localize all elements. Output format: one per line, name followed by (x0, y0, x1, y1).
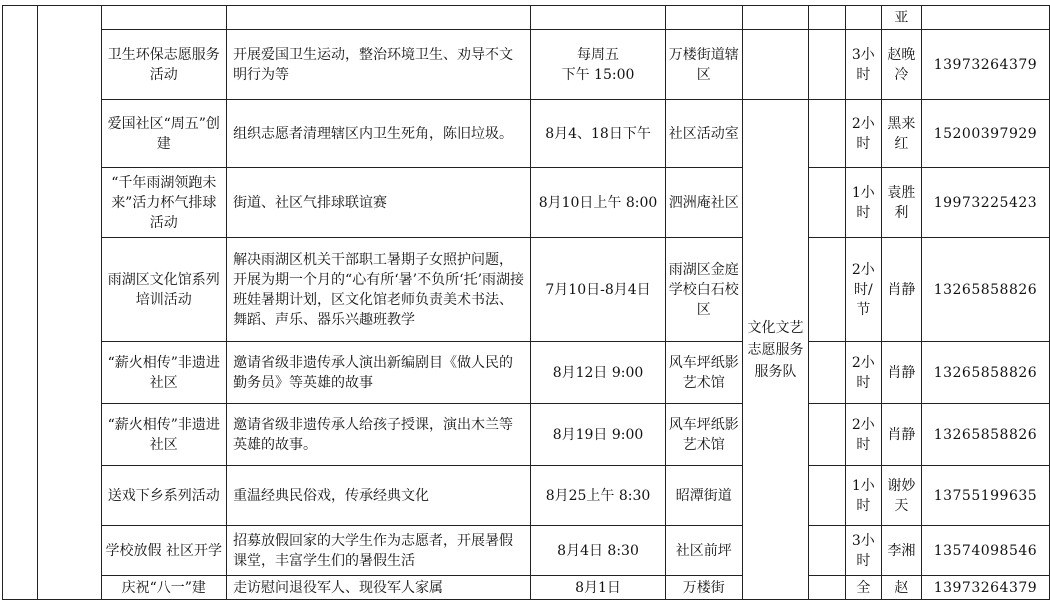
duration-cell: 2小时 (845, 100, 881, 168)
phone-number-cell: 13574098546 (921, 526, 1049, 576)
table-row (3, 6, 1050, 30)
activity-place-cell: 万楼街 (665, 576, 742, 600)
duration-cell: 2小时 (845, 342, 881, 404)
activity-content-cell: 招募放假回家的大学生作为志愿者，开展暑假课堂，丰富学生们的暑假生活 (227, 526, 531, 576)
activity-content-cell: 邀请省级非遗传承人演出新编剧目《做人民的勤务员》等英雄的故事 (227, 342, 531, 404)
blank-narrow-cell (809, 168, 845, 238)
table-row (3, 238, 1050, 342)
activity-name-cell: “薪火相传”非遗进社区 (101, 342, 227, 404)
activity-time-cell: 8月25上午 8:30 (531, 466, 665, 526)
table-row (3, 30, 1050, 100)
activity-content-cell: 重温经典民俗戏，传承经典文化 (227, 466, 531, 526)
activity-name-cell: “千年雨湖领跑未来”活力杯气排球活动 (101, 168, 227, 238)
phone-number-cell (921, 6, 1049, 30)
activity-time-cell: 8月1日 (531, 576, 665, 600)
phone-number-cell: 13265858826 (921, 342, 1049, 404)
contact-person-cell: 肖静 (881, 404, 921, 466)
contact-person-cell: 袁胜利 (881, 168, 921, 238)
contact-person-cell: 肖静 (881, 238, 921, 342)
blank-narrow-cell (809, 576, 845, 600)
activity-place-cell: 雨湖区金庭学校白石校区 (665, 238, 742, 342)
activity-name-cell (101, 6, 227, 30)
phone-number-cell: 19973225423 (921, 168, 1049, 238)
activity-place-cell: 风车坪纸影艺术馆 (665, 342, 742, 404)
blank-column-a (3, 6, 38, 600)
table-row (3, 466, 1050, 526)
phone-number-cell: 15200397929 (921, 100, 1049, 168)
blank-column-b (37, 6, 101, 600)
duration-cell: 全 (845, 576, 881, 600)
blank-narrow-cell (809, 342, 845, 404)
activity-time-cell: 8月19日 9:00 (531, 404, 665, 466)
activity-time-cell: 8月12日 9:00 (531, 342, 665, 404)
activity-name-cell: “薪火相传”非遗进社区 (101, 404, 227, 466)
blank-narrow-cell (809, 466, 845, 526)
table-row (3, 100, 1050, 168)
activity-place-cell: 万楼街道辖区 (665, 30, 742, 100)
team-cell-top (742, 6, 809, 30)
activity-content-cell: 解决雨湖区机关干部职工暑期子女照护问题，开展为期一个月的“心有所‘暑’不负所‘托’雨湖接班娃暑期计划，区文化馆老师负责美术书法、舞蹈、声乐、器乐兴趣班教学 (227, 238, 531, 342)
duration-cell: 1小时 (845, 466, 881, 526)
team-cell-prev (742, 30, 809, 100)
contact-person-cell: 李湘 (881, 526, 921, 576)
contact-person-cell: 肖静 (881, 342, 921, 404)
activity-place-cell: 社区活动室 (665, 100, 742, 168)
phone-number-cell: 13973264379 (921, 576, 1049, 600)
activity-content-cell: 走访慰问退役军人、现役军人家属 (227, 576, 531, 600)
contact-person-cell: 黑来红 (881, 100, 921, 168)
contact-person-cell: 赵晚冷 (881, 30, 921, 100)
activity-content-cell: 街道、社区气排球联谊赛 (227, 168, 531, 238)
activity-place-cell: 昭潭街道 (665, 466, 742, 526)
blank-narrow-cell (809, 6, 845, 30)
table-row (3, 342, 1050, 404)
activity-place-cell: 社区前坪 (665, 526, 742, 576)
activity-place-cell: 风车坪纸影艺术馆 (665, 404, 742, 466)
contact-person-cell: 亚 (881, 6, 921, 30)
phone-number-cell: 13973264379 (921, 30, 1049, 100)
blank-narrow-cell (809, 404, 845, 466)
activity-name-cell: 卫生环保志愿服务活动 (101, 30, 227, 100)
table-row (3, 404, 1050, 466)
activity-content-cell: 开展爱国卫生运动，整治环境卫生、劝导不文明行为等 (227, 30, 531, 100)
activity-name-cell: 庆祝“八一”建 (101, 576, 227, 600)
contact-person-cell: 赵 (881, 576, 921, 600)
activity-time-cell (531, 6, 665, 30)
duration-cell (845, 6, 881, 30)
contact-person-cell: 谢妙天 (881, 466, 921, 526)
table-row (3, 526, 1050, 576)
activity-time-cell: 8月10日上午 8:00 (531, 168, 665, 238)
activity-place-cell: 泗洲庵社区 (665, 168, 742, 238)
activity-name-cell: 学校放假 社区开学 (101, 526, 227, 576)
activity-name-cell: 送戏下乡系列活动 (101, 466, 227, 526)
activity-time-cell: 每周五 下午 15:00 (531, 30, 665, 100)
duration-cell: 1小时 (845, 168, 881, 238)
phone-number-cell: 13755199635 (921, 466, 1049, 526)
service-team-cell: 文化文艺志愿服务服务队 (742, 100, 809, 600)
blank-narrow-cell (809, 238, 845, 342)
duration-cell: 3小时 (845, 30, 881, 100)
duration-cell: 2小时/节 (845, 238, 881, 342)
blank-narrow-cell (809, 30, 845, 100)
duration-cell: 2小时 (845, 404, 881, 466)
activity-time-cell: 8月4日 8:30 (531, 526, 665, 576)
table-body (3, 6, 1050, 600)
activity-name-cell: 雨湖区文化馆系列培训活动 (101, 238, 227, 342)
activity-content-cell: 邀请省级非遗传承人给孩子授课，演出木兰等英雄的故事。 (227, 404, 531, 466)
duration-cell: 3小时 (845, 526, 881, 576)
blank-narrow-cell (809, 526, 845, 576)
phone-number-cell: 13265858826 (921, 238, 1049, 342)
activity-time-cell: 8月4、18日下午 (531, 100, 665, 168)
activity-content-cell (227, 6, 531, 30)
activity-name-cell: 爱国社区“周五”创建 (101, 100, 227, 168)
activity-content-cell: 组织志愿者清理辖区内卫生死角，陈旧垃圾。 (227, 100, 531, 168)
table-row (3, 576, 1050, 600)
table-row (3, 168, 1050, 238)
blank-narrow-cell (809, 100, 845, 168)
volunteer-activity-table (2, 5, 1050, 600)
phone-number-cell: 13265858826 (921, 404, 1049, 466)
activity-time-cell: 7月10日-8月4日 (531, 238, 665, 342)
activity-place-cell (665, 6, 742, 30)
